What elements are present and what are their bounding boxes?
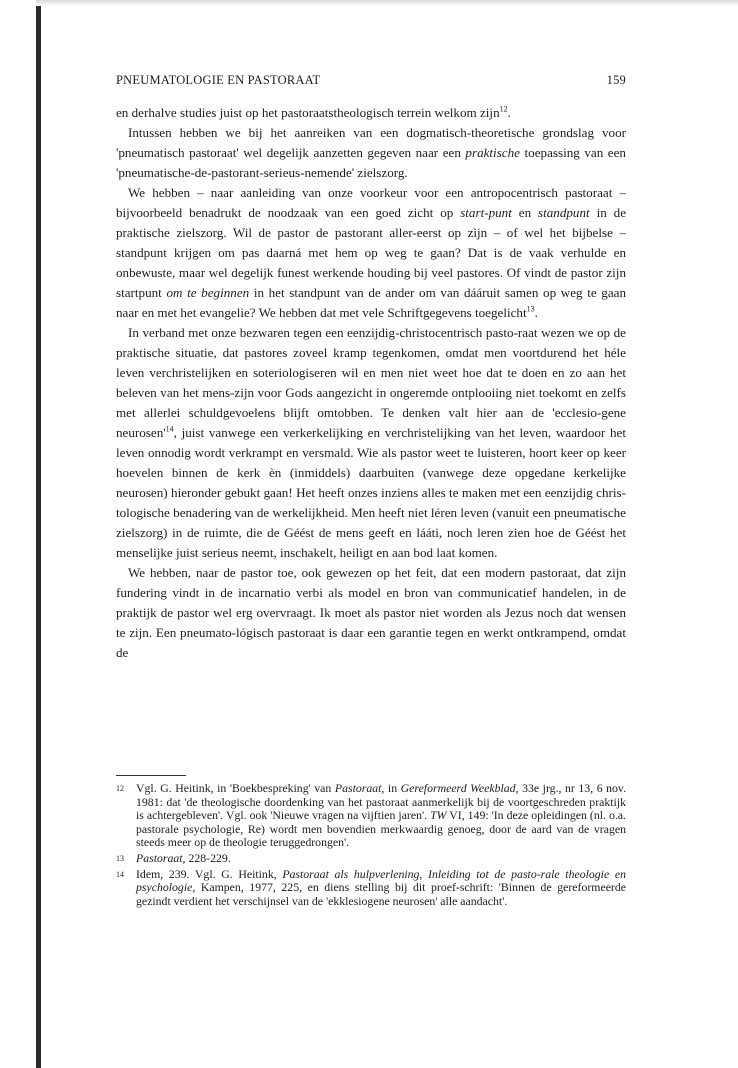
paragraph — [116, 103, 626, 123]
text-run: in het standpunt van de ander om van dááruit samen op weg te gaan naar en met het evangelie? We hebben dat met vele Schriftgegevens toegelicht — [116, 285, 626, 320]
scan-top-shadow — [36, 0, 738, 6]
text-run: toepassing van een 'pneumatische-de-pastorant-serieus-nemende' zielszorg. — [116, 145, 626, 180]
page-number: 159 — [606, 73, 626, 87]
text-run: Vgl. G. Heitink, in 'Boekbespreking' van — [136, 781, 335, 795]
italic-run: start-punt — [460, 205, 512, 220]
italic-run: Pastoraat, — [334, 781, 385, 795]
italic-run: Pastoraat als hulpverlening, Inleiding tot de pasto-rale theologie en psychologie, — [136, 866, 626, 895]
text-run: 33e jrg., nr 13, 6 nov. 1981: dat 'de theologische doordenking van het pastoraat aanmerkelijk bij de voortgeschreden praktijk is achtergebleven'. Vgl. ook 'Nieuwe vragen na vijftien jaren'. — [136, 781, 627, 823]
footnote-text — [136, 781, 626, 849]
footnote-number: 13 — [116, 853, 124, 863]
scan-page-edge — [36, 0, 41, 1068]
text-run: , juist vanwege een verkerkelijking en verchristelijking van het leven, waardoor het leven onnodig wordt verkrampt en versmald. Wie als pastor weet te luisteren, hoort keer op keer hoevelen binnen de kerk èn (inmiddels) daarbuiten (vanwege deze opgedane kerkelijke neurosen) hieronder gebukt gaan! Het heeft onzes inziens alles te maken met een eenzijdig chris-tologische benadering van de werkelijkheid. Men heeft niet léren leven (vanuit een pneumatische zielszorg) in de ruimte, die de Géést de mens geeft en lááti, noch leren zien hoe de Géést het menselijke juist serieus neemt, inschakelt, heiligt en aan bod laat komen. — [116, 425, 626, 560]
text-run: Kampen, 1977, 225, en diens stelling bij dit proef-schrift: 'Binnen de gereformeerde gezindt verdient het verschijnsel van de 'ekklesiogene neurosen' alle aandacht'. — [136, 880, 626, 908]
footnote-reference: 14 — [165, 424, 174, 434]
body-text — [116, 103, 626, 663]
footnote-reference: 12 — [499, 104, 508, 114]
italic-run: Pastoraat, — [136, 850, 186, 865]
running-title: PNEUMATOLOGIE EN PASTORAAT — [116, 73, 321, 87]
text-run: In verband met onze bezwaren tegen een eenzijdig-christocentrisch pasto-raat wezen we op de praktische situatie, dat pastores zoveel kramp tegenkomen, omdat men voortdurend het héle leven verchristelijken en soteriologiseren wil en men niet weet hoe dat te doen en zo aan het beleven van het mens-zijn voor Gods aangezicht in ongeremde ontplooiing niet toekomt en zelfs met allerlei schuldgevoelens blijft omtobben. Te denken valt hier aan de 'ecclesio-gene neurosen' — [116, 325, 626, 440]
footnote — [116, 852, 626, 866]
text-run: en derhalve studies juist op het pastoraatstheologisch terrein welkom zijn — [116, 105, 500, 120]
footnote-number: 12 — [116, 784, 124, 793]
italic-run: om te beginnen — [166, 285, 250, 300]
footnote-text — [136, 867, 626, 908]
footnote-reference: 13 — [526, 304, 535, 314]
italic-run: Gereformeerd Weekblad, — [400, 781, 519, 795]
text-run: We hebben, naar de pastor toe, ook gewezen op het feit, dat een modern pastoraat, dat zijn fundering vindt in de incarnatio verbi als model en bron van communicatief handelen, in de praktijk de pastor wel erg overvraagt. Ik moet als pastor niet worden als Jezus noch dat wensen te zijn. Een pneumato-lógisch pastoraat is daar een garantie tegen en werkt ontkrampend, omdat de — [116, 565, 626, 660]
footnote — [116, 868, 626, 909]
paragraph — [116, 323, 626, 563]
text-run: . — [507, 105, 511, 120]
footnotes — [116, 782, 626, 910]
text-run: We hebben – naar aanleiding van onze voorkeur voor een antropocentrisch pastoraat – bijvoorbeeld benadrukt de noodzaak van een goed zicht op — [116, 185, 626, 220]
italic-run: praktische — [465, 145, 520, 160]
text-run: in — [384, 781, 401, 795]
italic-run: standpunt — [538, 205, 590, 220]
paragraph — [116, 183, 626, 323]
text-run: in de praktische zielszorg. Wil de pastor de pastorant aller-eerst op zìjn – of wel het bijbelse – standpunt krijgen om pas daarná met hem op weg te gaan? Dat is de vaak verhulde en onbewuste, maar wel degelijk funest werkende houding bij veel pastores. Of vindt de pastor zijn startpunt — [116, 205, 627, 300]
text-run: Intussen hebben we bij het aanreiken van een dogmatisch-theoretische grondslag voor 'pneumatisch pastoraat' wel degelijk aanzetten gegeven naar een — [116, 125, 626, 160]
text-run: Idem, 239. Vgl. G. Heitink, — [136, 866, 283, 881]
italic-run: TW — [430, 808, 447, 823]
text-run: 228-229. — [185, 850, 231, 865]
footnote-text — [136, 851, 231, 865]
paragraph — [116, 563, 626, 663]
footnote-rule — [116, 775, 186, 776]
footnote — [116, 782, 626, 850]
running-header — [116, 73, 626, 93]
paragraph — [116, 123, 626, 183]
footnote-number: 14 — [116, 869, 124, 879]
text-run: VI, 149: 'In deze opleidingen (nl. o.a. pastorale psychologie, Re) wordt men bovendien merkwaardig genoeg, door de aard van de vragen steeds meer op de theologie teruggedrongen'. — [136, 808, 626, 850]
text-run: . — [534, 305, 538, 320]
text-run: en — [511, 205, 539, 220]
